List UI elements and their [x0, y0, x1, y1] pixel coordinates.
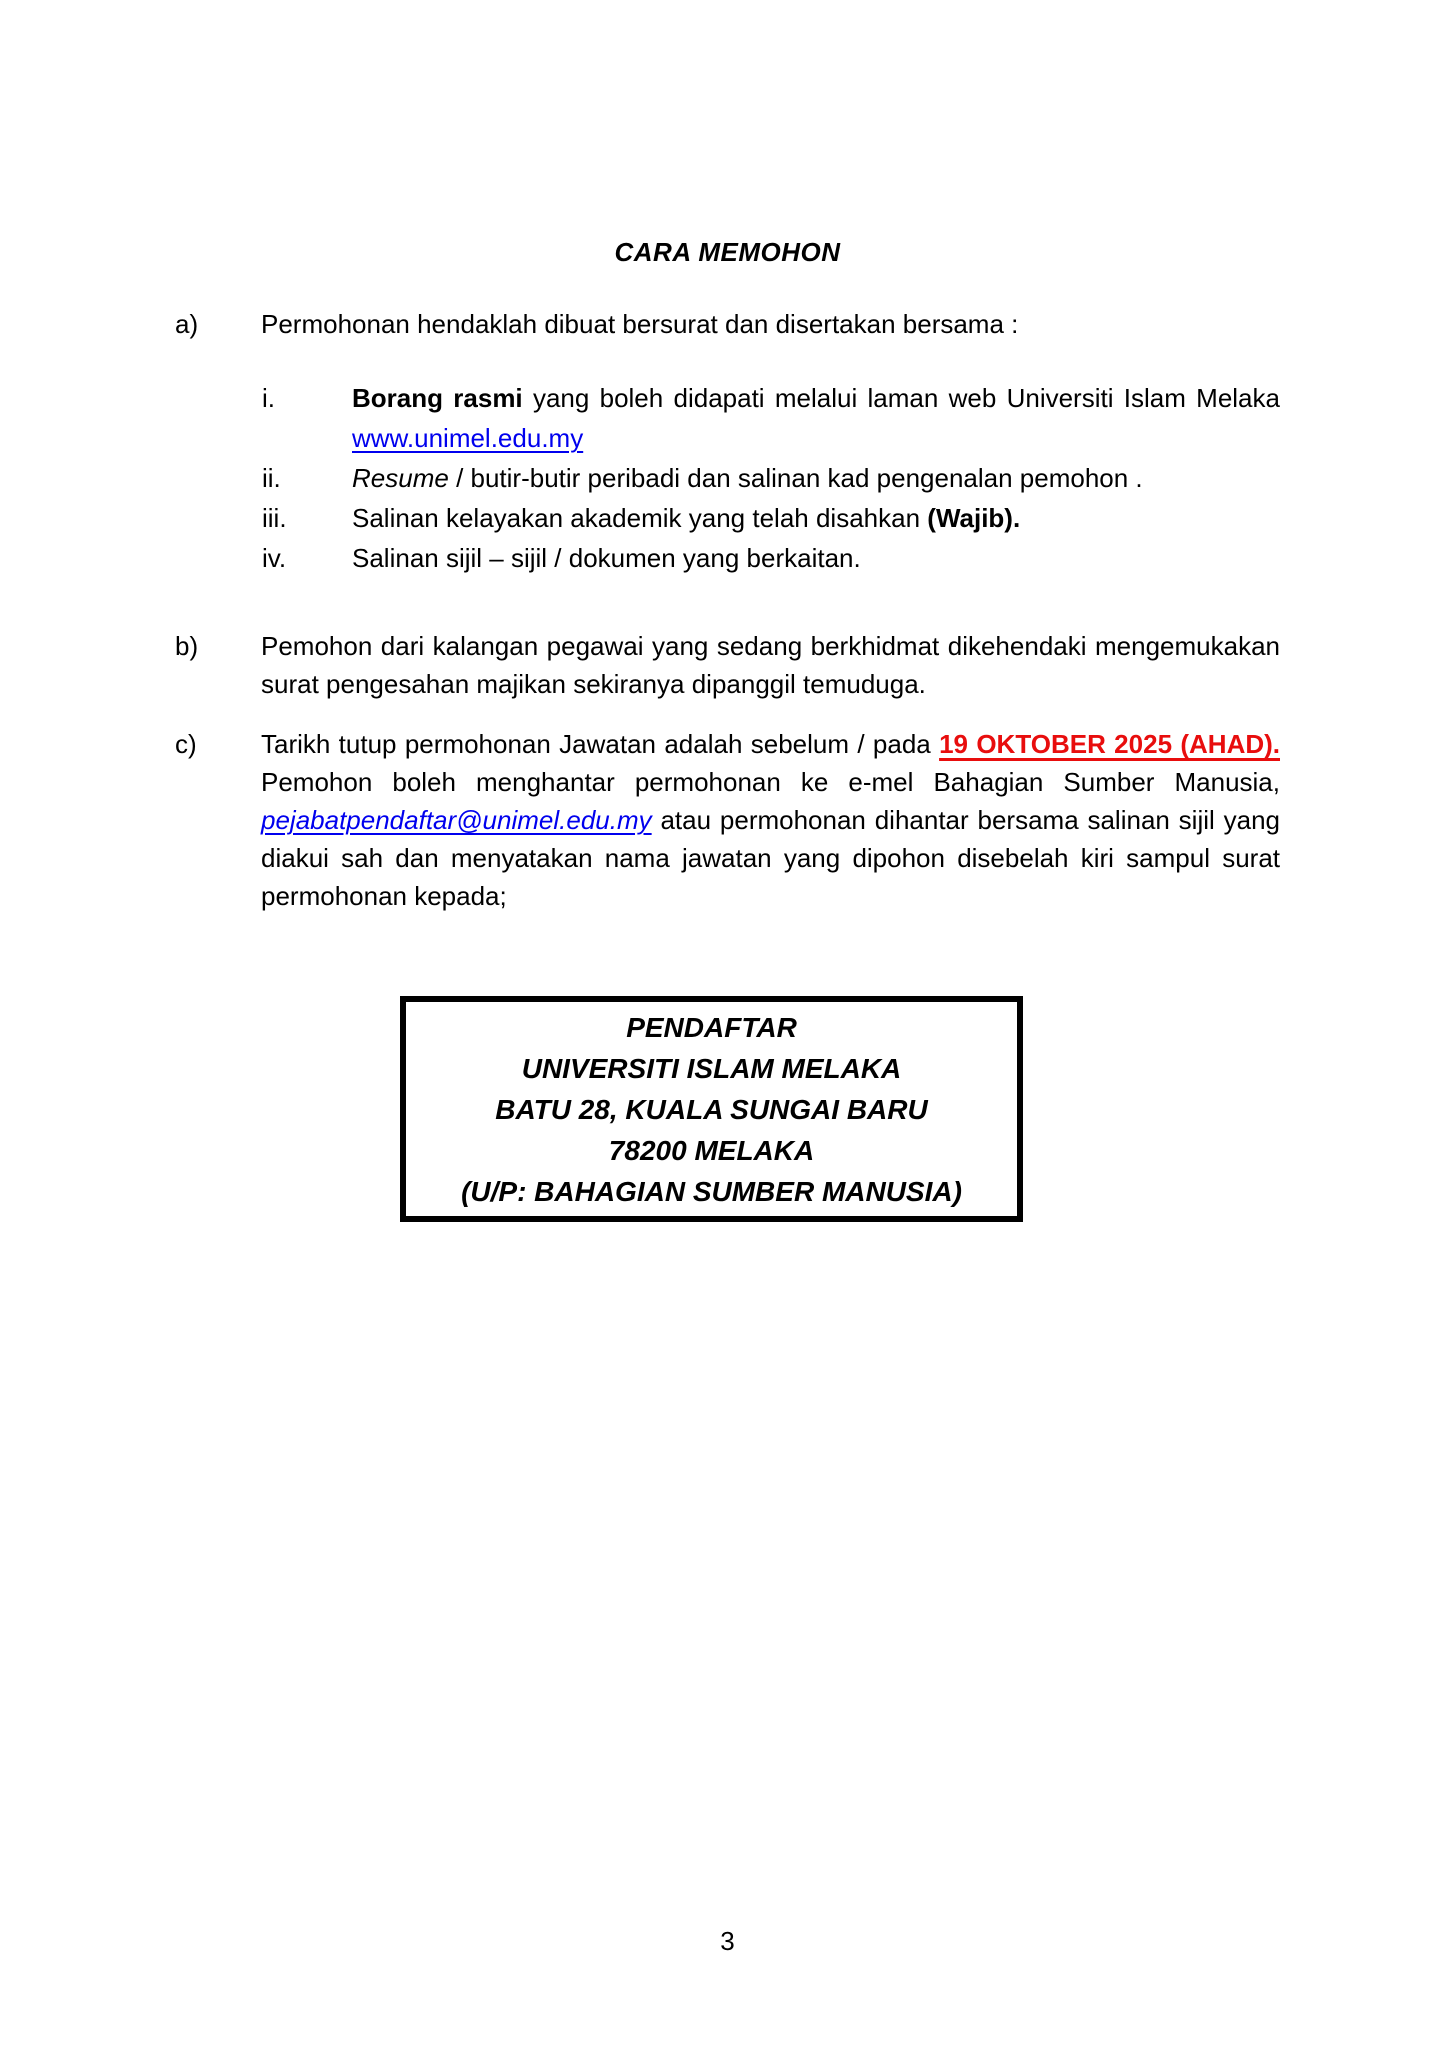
address-line-postcode: 78200 MELAKA — [608, 1134, 815, 1166]
paragraph-c — [175, 725, 1280, 915]
paragraph-c-after: atau permohonan dihantar bersama salinan sijil yang diakui sah dan menyatakan nama jawatan yang dipohon disebelah kiri sampul surat permohonan kepada; — [261, 805, 1280, 911]
email-link[interactable]: pejabatpendaftar@unimel.edu.my — [261, 805, 652, 835]
paragraph-c-text — [261, 725, 1280, 915]
list-item-i-rest: yang boleh didapati melalui laman web Universiti Islam Melaka — [532, 383, 1280, 413]
list-item-iii-bold: (Wajib). — [927, 503, 1021, 533]
list-item-i-line2 — [352, 418, 1280, 458]
address-line-street: BATU 28, KUALA SUNGAI BARU — [495, 1093, 928, 1125]
list-item-ii — [175, 458, 1280, 498]
list-item-i-body — [352, 378, 1280, 458]
list-item-iii — [175, 498, 1280, 538]
paragraph-c-before: Tarikh tutup permohonan Jawatan adalah sebelum / pada — [261, 729, 931, 759]
list-item-ii-rest: / butir-butir peribadi dan salinan kad pengenalan pemohon . — [456, 463, 1143, 493]
deadline-date: 19 OKTOBER 2025 (AHAD). — [939, 729, 1280, 759]
list-gutter — [175, 458, 262, 498]
list-item-ii-body — [352, 458, 1280, 498]
list-gutter — [175, 378, 262, 458]
list-item-iii-number: iii. — [262, 503, 287, 533]
list-item-iii-body — [352, 498, 1280, 538]
paragraph-a-text: Permohonan hendaklah dibuat bersurat dan disertakan bersama : — [261, 309, 1019, 339]
list-item-i-line1 — [352, 378, 1280, 418]
list-item-ii-number: ii. — [262, 463, 281, 493]
page-title: CARA MEMOHON — [614, 237, 841, 267]
list-gutter — [175, 498, 262, 538]
page-number: 3 — [720, 1926, 735, 1956]
list-gutter — [175, 538, 262, 578]
paragraph-b-label: b) — [175, 631, 199, 661]
paragraph-c-middle: Pemohon boleh menghantar permohonan ke e-mel Bahagian Sumber Manusia, — [261, 767, 1280, 797]
list-item-i-bold: Borang rasmi — [352, 383, 523, 413]
paragraph-a — [175, 305, 1280, 343]
paragraph-b — [175, 627, 1280, 703]
paragraph-c-label: c) — [175, 729, 197, 759]
address-line-attention: (U/P: BAHAGIAN SUMBER MANUSIA) — [461, 1175, 962, 1207]
paragraph-b-text: Pemohon dari kalangan pegawai yang sedang berkhidmat dikehendaki mengemukakan surat pengesahan majikan sekiranya dipanggil temuduga. — [261, 631, 1280, 699]
requirements-list — [175, 378, 1280, 578]
paragraph-a-label: a) — [175, 309, 199, 339]
list-item-iv-body: Salinan sijil – sijil / dokumen yang berkaitan. — [352, 543, 861, 573]
list-item-i — [175, 378, 1280, 458]
address-line-institution: UNIVERSITI ISLAM MELAKA — [521, 1052, 902, 1084]
address-box — [400, 996, 1023, 1222]
list-item-ii-italic: Resume — [352, 463, 449, 493]
list-item-iv — [175, 538, 1280, 578]
website-link[interactable]: www.unimel.edu.my — [352, 423, 584, 453]
address-line-recipient: PENDAFTAR — [626, 1011, 797, 1043]
list-item-i-number: i. — [262, 383, 275, 413]
list-item-iii-text: Salinan kelayakan akademik yang telah disahkan — [352, 503, 921, 533]
list-item-iv-number: iv. — [262, 543, 287, 573]
